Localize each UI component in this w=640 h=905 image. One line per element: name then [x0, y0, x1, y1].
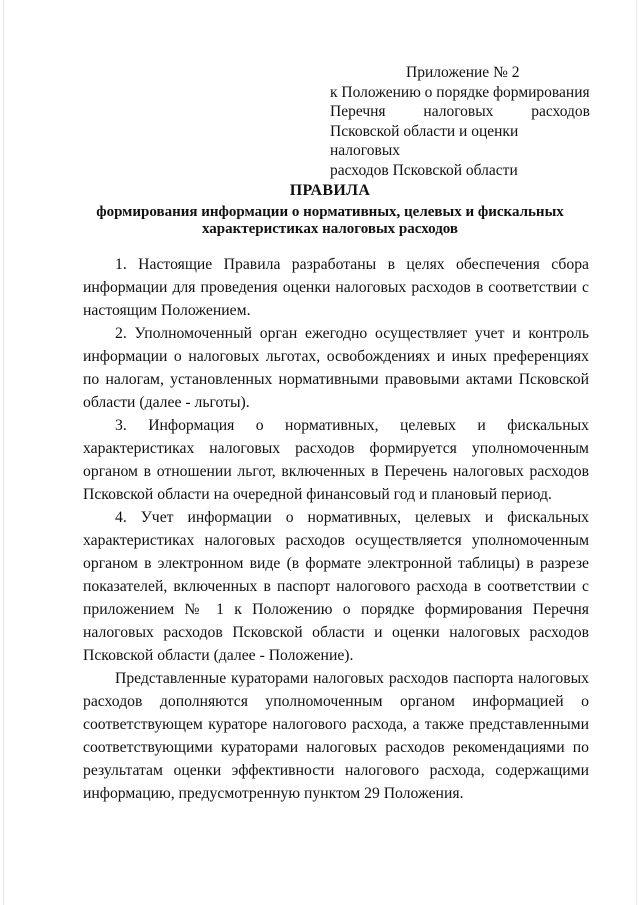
appendix-line: Псковской области и оценки налоговых — [330, 122, 519, 159]
appendix-line: расходов Псковской области — [330, 161, 518, 179]
appendix-block — [330, 63, 590, 180]
scan-edge-right — [636, 0, 637, 905]
paragraph-2: 2. Уполномоченный орган ежегодно осуществляет учет и контроль информации о налоговых льготах, освобождениях и иных преференциях по налогам, установленных нормативными правовыми актами Псковской области (далее - льготы). — [83, 325, 589, 411]
paragraph-4: 4. Учет информации о нормативных, целевых и фискальных характеристиках налоговых расходов осуществляется уполномоченным органом в электронном виде (в формате электронной таблицы) в разрезе показателей, включенных в паспорт налогового расхода в соответствии с приложением № 1 к Положению о порядке формирования Перечня налоговых расходов Псковской области и оценки налоговых расходов Псковской области (далее - Положение). — [83, 509, 589, 664]
document-body — [83, 253, 589, 805]
paragraph-5: Представленные кураторами налоговых расходов паспорта налоговых расходов дополняются уполномоченным органом информацией о соответствующем кураторе налогового расхода, а также представленными соответствующими кураторами налоговых расходов рекомендациями по результатам оценки эффективности налогового расхода, содержащими информацию, предусмотренную пунктом 29 Положения. — [83, 670, 589, 802]
document-subtitle-line: формирования информации о нормативных, целевых и фискальных — [96, 204, 564, 220]
document-title: ПРАВИЛА — [289, 182, 371, 199]
paragraph-3: 3. Информация о нормативных, целевых и фискальных характеристиках налоговых расходов формируется уполномоченным органом в отношении льгот, включенных в Перечень налоговых расходов Псковской области на очередной финансовый год и плановый период. — [83, 417, 589, 503]
scan-edge-left — [3, 0, 4, 905]
appendix-line: Перечня налоговых расходов — [330, 103, 590, 120]
paragraph-1: 1. Настоящие Правила разработаны в целях обеспечения сбора информации для проведения оценки налоговых расходов в соответствии с настоящим Положением. — [83, 256, 589, 319]
appendix-line: к Положению о порядке формирования — [330, 83, 590, 101]
document-subtitle-line: характеристиках налоговых расходов — [201, 221, 459, 237]
appendix-title: Приложение № 2 — [406, 64, 520, 81]
document-subtitle — [60, 204, 600, 238]
